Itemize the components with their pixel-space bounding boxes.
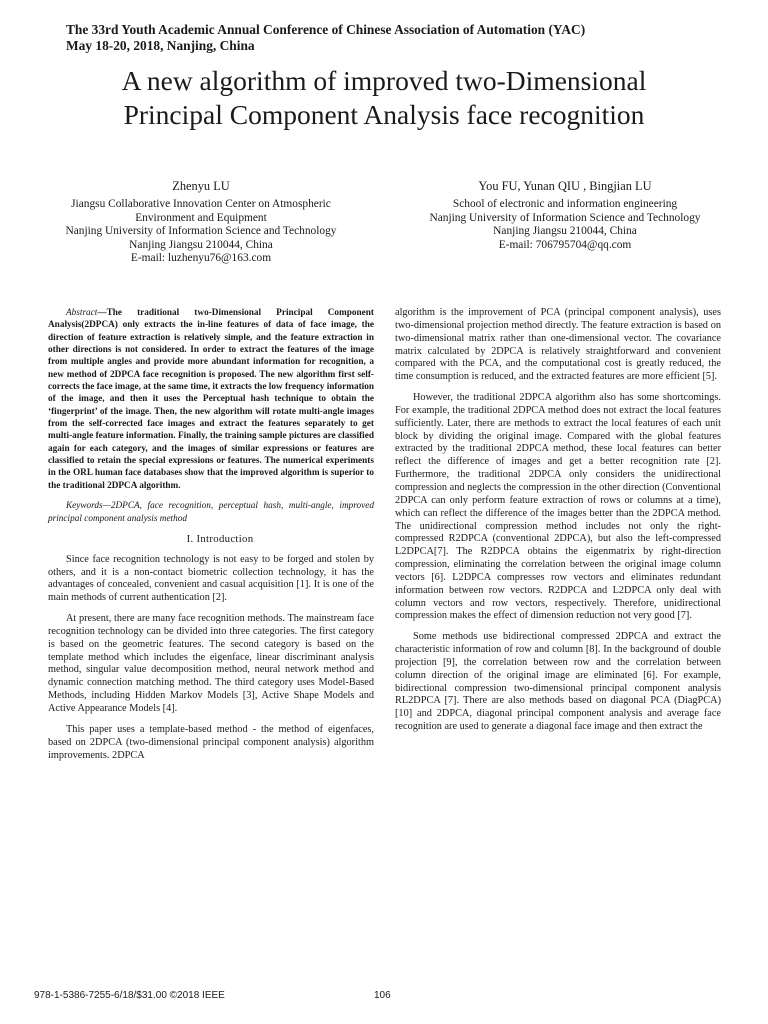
affiliation-line: Jiangsu Collaborative Innovation Center on Atmospheric [71,198,331,210]
author-block-2 [400,178,730,252]
paragraph: Since face recognition technology is not easy to be forged and stolen by others, and it is a non-contact biometric collection technology, it has the advantages of concealed, convenient and casual acquisition [1]. It is one of the main methods of current authentication [2]. [48,553,374,604]
author-name: You FU, Yunan QIU , Bingjian LU [478,179,652,193]
author-block-1 [36,178,366,266]
affiliation-line: Nanjing Jiangsu 210044, China [493,225,637,238]
paper-title [20,64,748,132]
abstract-text: —The traditional two-Dimensional Principal Component Analysis(2DPCA) only extracts the in-line features of data of face image, the direction of feature extraction is relatively simple, and the feature extraction in other directions is not considered. In order to extract the features of the image from multiple angles and provide more abundant information for recognition, a new method of 2DPCA face recognition is proposed. The new algorithm first self-corrects the face image, at the same time, it extracts the low frequency information of the image, and then it uses the Perceptual hash technique to obtain the ‘fingerprint’ of the image. Then, the new algorithm will rotate multi-angle images from the self-corrected face images and extract the features separately to get multi-angle feature information. Finally, the training sample pictures are classified again for each category, and the images of similar expressions or features are classified to retain the special expressions or features. The numerical experiments in the ORL human face databases show that the improved algorithm is superior to the traditional 2DPCA algorithm. [48,308,374,491]
copyright-notice: 978-1-5386-7255-6/18/$31.00 ©2018 IEEE [34,990,225,1001]
author-email: E-mail: luzhenyu76@163.com [130,252,272,265]
section-heading: I. Introduction [186,532,254,545]
right-column [395,307,721,742]
conference-name: The 33rd Youth Academic Annual Conference of Chinese Association of Automation (YAC) [66,22,586,37]
paragraph: This paper uses a template-based method - the method of eigenfaces, based on 2DPCA (two-dimensional principal component analysis) algorithm improvements. 2DPCA [48,723,374,761]
affiliation-line: Environment and Equipment [135,211,267,224]
page-number: 106 [374,990,391,1001]
abstract-label: Abstract [66,308,98,318]
author-name: Zhenyu LU [172,179,230,193]
paragraph: At present, there are many face recognition methods. The mainstream face recognition technology can be divided into three categories. The first category is based on the geometric features. The second category is based on the template method which includes the eigenface, linear discriminant analysis method, singular value decomposition method, neural network method and dynamic connection matching method. The third category uses Model-Based Methods, including Hidden Markov Models [3], Active Shape Models and Active Appearance Models [4]. [48,613,374,714]
paragraph: algorithm is the improvement of PCA (principal component analysis), uses two-dimensional projection method directly. The feature extraction is based on two-dimensional matrix rather than one-dimensional vector. The covariance matrix calculated by 2DPCA is relatively straightforward and convenient compared with the PCA, and the computational cost is greatly reduced, the time consumption is reduced, and the extracted features are more efficient [5]. [395,307,721,383]
keywords: Keywords—2DPCA, face recognition, perceptual hash, multi-angle, improved principal component analysis method [48,501,374,524]
conference-date: May 18-20, 2018, Nanjing, China [66,38,255,53]
abstract [48,307,374,492]
affiliation-line: Nanjing Jiangsu 210044, China [129,238,273,251]
left-column [48,307,374,770]
author-email: E-mail: 706795704@qq.com [498,238,632,251]
title-line-2: Principal Component Analysis face recognition [123,99,645,130]
title-line-1: A new algorithm of improved two-Dimensional [121,65,647,96]
conference-header [66,22,726,54]
affiliation-line: Nanjing University of Information Science and Technology [65,225,337,238]
affiliation-line: Nanjing University of Information Science and Technology [429,211,701,224]
paragraph: Some methods use bidirectional compressed 2DPCA and extract the characteristic information of row and column [8]. In the background of double projection [9], the correlation between row and the correlation between column direction of the original image are eliminated [6]. For example, bidirectional compression two-dimensional principal component analysis RL2DPCA [7]. There are also methods based on diagonal PCA (DiagPCA) [10] and 2DPCA, diagonal principal component analysis and average face recognition are used to generate a diagonal face image and then extract the [395,631,721,733]
paragraph: However, the traditional 2DPCA algorithm also has some shortcomings. For example, the traditional 2DPCA method does not extract the local features sufficiently. Later, there are methods to extract the local features of each unit block by dividing the original image. Compared with the global features extracted by the traditional 2DPCA method, these local features can better reflect the difference of images and get a better recognition rate [2]. Furthermore, the traditional 2DPCA only considers the unidirectional compression and neglects the compression in the other direction (Conventional 2DPCA can only perform feature extraction of rows or columns at a time), which can reflect the difference of the images better than the 2DPCA method. The unidirectional compression method includes not only the right-compressed R2DPCA (conventional 2DPCA), but also the left-compressed L2DPCA[7]. The R2DPCA obtains the eigenmatrix by right-direction compression, eliminating the correlation between the original image column vectors [6]. L2DPCA compresses row vectors and eliminates redundant information between row vectors. R2DPCA and L2DPCA only deal with column vectors and row vectors, respectively. Therefore, unidirectional compression makes the effect of dimension reduction not very good [7]. [395,392,721,622]
affiliation-line: School of electronic and information engineering [452,198,678,210]
